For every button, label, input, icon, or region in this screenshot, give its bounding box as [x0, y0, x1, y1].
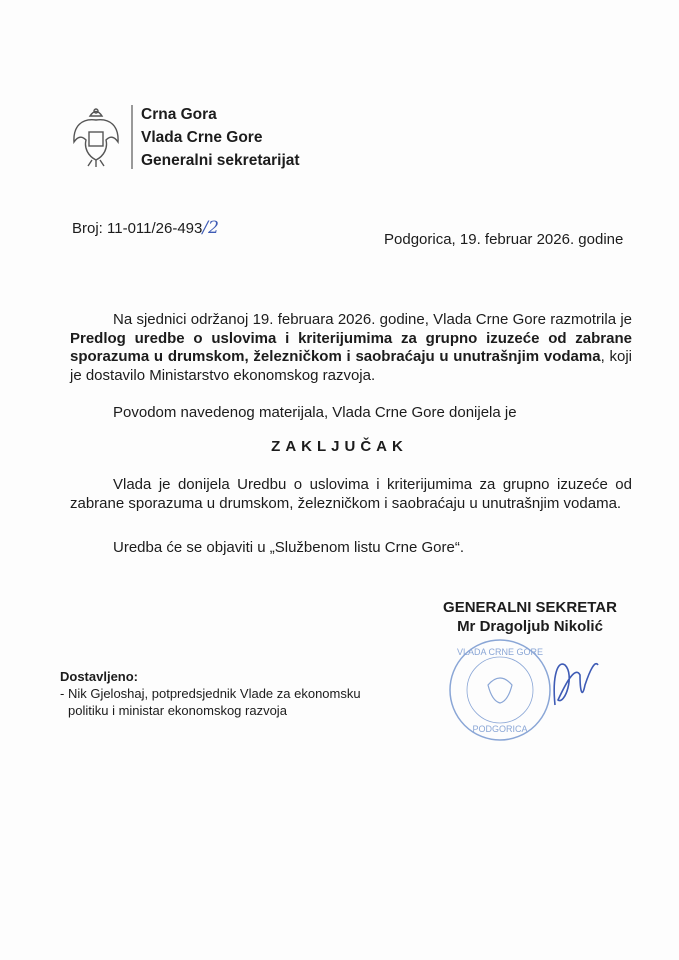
- signature: [554, 664, 598, 705]
- conclusion-text: Vlada je donijela Uredbu o uslovima i kriterijumima za grupno izuzeće od zabrane sporazuma u drumskom, železničkom i saobraćaju u unutrašnjim vodama.: [70, 476, 632, 512]
- reference-number-text: Broj: 11-011/26-493: [72, 220, 203, 237]
- stamp-and-signature: [440, 635, 620, 745]
- reference-number: [72, 218, 219, 238]
- intro-text: Na sjednici održanoj 19. februara 2026. godine, Vlada Crne Gore razmotrila je: [113, 311, 632, 328]
- conclusion-text-2: Uredba će se objaviti u „Službenom listu Crne Gore“.: [113, 539, 464, 556]
- signatory-title: GENERALNI SEKRETAR: [443, 599, 617, 616]
- delivered-block: [60, 668, 361, 719]
- intro-text-end: , koji je dostavilo Ministarstvo ekonomskog razvoja.: [70, 348, 632, 384]
- official-stamp: [450, 640, 550, 740]
- intro-paragraph-2: [70, 404, 632, 423]
- intro-paragraph: [70, 311, 632, 385]
- conclusion-paragraph: [70, 476, 632, 513]
- coat-of-arms-icon: [70, 106, 122, 168]
- signatory-name: Mr Dragoljub Nikolić: [457, 618, 603, 635]
- svg-text:PODGORICA: PODGORICA: [472, 724, 528, 734]
- delivered-item-cont: politiku i ministar ekonomskog razvoja: [68, 703, 287, 718]
- header-country: Crna Gora: [141, 106, 217, 123]
- header-divider: [131, 105, 133, 169]
- conclusion-title: ZAKLJUČAK: [271, 438, 408, 455]
- signatory-block: [400, 598, 660, 636]
- header-government: Vlada Crne Gore: [141, 129, 263, 146]
- intro-bold-text: Predlog uredbe o uslovima i kriterijumima za grupno izuzeće od zabrane sporazuma u drumskom, železničkom i saobraćaju u unutrašnjim vodama: [70, 329, 632, 365]
- intro-text-2: Povodom navedenog materijala, Vlada Crne Gore donijela je: [113, 404, 517, 421]
- place-date: Podgorica, 19. februar 2026. godine: [384, 231, 624, 248]
- handwritten-suffix: /2: [202, 218, 219, 238]
- conclusion-paragraph-2: [70, 539, 632, 558]
- delivered-label: Dostavljeno:: [60, 669, 139, 684]
- header-department: Generalni sekretarijat: [141, 152, 300, 169]
- svg-text:VLADA CRNE GORE: VLADA CRNE GORE: [456, 647, 544, 657]
- delivered-item: - Nik Gjeloshaj, potpredsjednik Vlade za ekonomsku: [60, 686, 361, 701]
